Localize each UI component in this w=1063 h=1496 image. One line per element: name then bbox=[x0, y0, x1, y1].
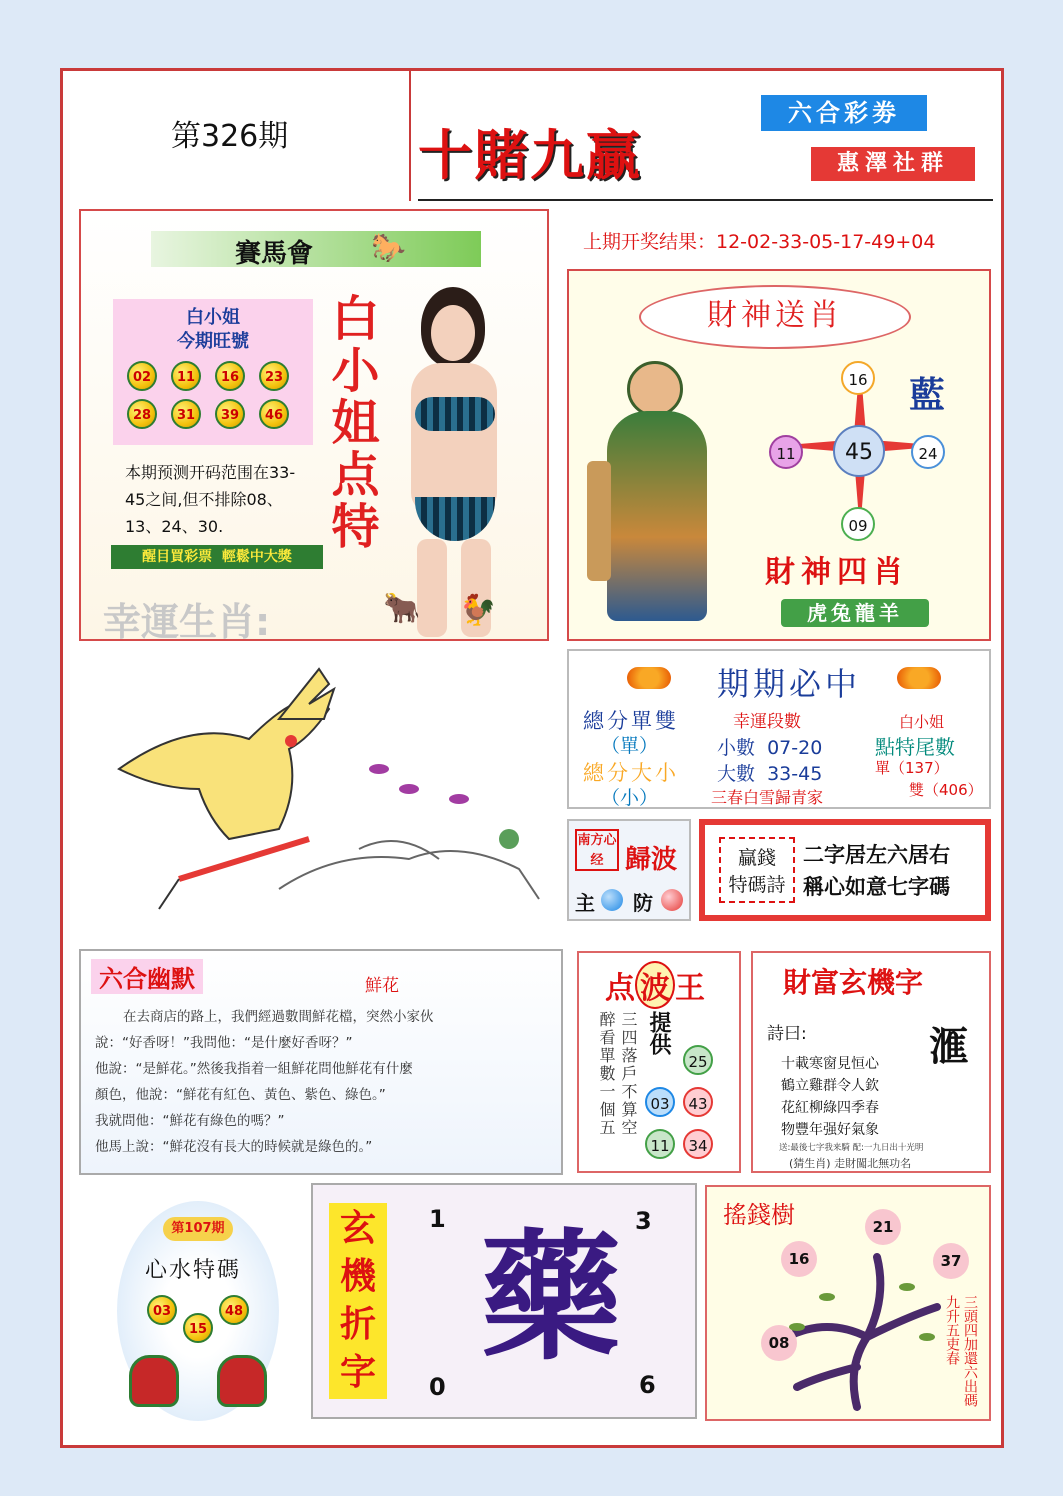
dianbo-ball: 03 bbox=[645, 1087, 675, 1117]
qiqi-panel bbox=[567, 649, 991, 809]
lucky-number-card bbox=[113, 299, 313, 445]
chaizi-char: 藥 bbox=[481, 1217, 622, 1380]
qiqi-m4: 三春白雪歸青家 bbox=[711, 788, 824, 807]
guibo-panel bbox=[567, 819, 691, 921]
four-zodiac-title: 財神四肖 bbox=[765, 555, 909, 590]
lucky-ball: 11 bbox=[171, 361, 201, 391]
lucky-ball: 46 bbox=[259, 399, 289, 429]
tree-title: 搖錢樹 bbox=[723, 1201, 795, 1229]
caishen-panel bbox=[567, 269, 991, 641]
lucky-ball: 16 bbox=[215, 361, 245, 391]
boxing-glove-icon-right bbox=[217, 1355, 267, 1407]
coin-icon-right bbox=[897, 667, 941, 689]
xinshui-badge: 第107期 bbox=[163, 1217, 233, 1241]
xinshui-ball: 03 bbox=[147, 1295, 177, 1325]
xinshui-ball: 48 bbox=[219, 1295, 249, 1325]
qiqi-m2: 小數 07-20 bbox=[717, 737, 823, 759]
guibo-title: 歸波 bbox=[625, 845, 678, 875]
chaizi-num-6: 6 bbox=[639, 1371, 656, 1399]
qiqi-r1: 白小姐 bbox=[899, 713, 945, 731]
caifu-note: 送:最後七字我来騎 配:一九日出十光明 bbox=[779, 1143, 924, 1153]
chaizi-label: 玄機折字 bbox=[329, 1203, 387, 1399]
boxing-glove-icon-left bbox=[129, 1355, 179, 1407]
slogan: 醒目買彩票 輕鬆中大獎 bbox=[111, 545, 323, 569]
caifu-title: 財富玄機字 bbox=[783, 966, 924, 999]
chaizi-num-1: 1 bbox=[429, 1205, 446, 1233]
qiqi-r2: 點特尾數 bbox=[875, 735, 955, 759]
header-divider bbox=[409, 71, 411, 201]
dianbo-ball: 11 bbox=[645, 1129, 675, 1159]
header-rule bbox=[418, 199, 993, 201]
lucky-ball: 02 bbox=[127, 361, 157, 391]
poem-label-1: 贏錢 bbox=[737, 847, 776, 869]
dianbo-ball: 25 bbox=[683, 1045, 713, 1075]
chaizi-num-0: 0 bbox=[429, 1373, 446, 1401]
lucky-card-title: 白小姐 bbox=[186, 307, 240, 328]
qiqi-r4: 雙（406） bbox=[909, 781, 983, 799]
qiqi-title: 期期必中 bbox=[717, 665, 862, 703]
tree-ball: 16 bbox=[781, 1241, 817, 1277]
compass-center-number: 45 bbox=[833, 425, 885, 477]
blue-ball-icon bbox=[601, 889, 623, 911]
humor-subtitle: 鮮花 bbox=[365, 976, 399, 996]
humor-line: 我就問他：“鮮花有綠色的嗎？” bbox=[95, 1113, 285, 1129]
xinshui-panel bbox=[99, 1187, 295, 1427]
caifu-panel bbox=[751, 951, 991, 1173]
qiqi-l1: 總分單雙 bbox=[583, 709, 679, 733]
bird-drawing bbox=[79, 649, 557, 939]
tree-panel bbox=[705, 1185, 991, 1421]
lucky-ball: 31 bbox=[171, 399, 201, 429]
page-frame bbox=[60, 68, 1004, 1448]
predict-text: 本期预测开码范围在33-45之间,但不排除08、13、24、30. bbox=[125, 463, 296, 536]
red-ball-icon bbox=[661, 889, 683, 911]
dianbo-ball: 34 bbox=[683, 1129, 713, 1159]
lucky-ball: 39 bbox=[215, 399, 245, 429]
lucky-ball: 23 bbox=[259, 361, 289, 391]
compass-top-number: 16 bbox=[841, 361, 875, 395]
horse-banner bbox=[151, 231, 481, 267]
poem-label-2: 特碼詩 bbox=[728, 874, 786, 896]
qiqi-l2: （單） bbox=[601, 735, 659, 757]
humor-line: 他說：“是鮮花。”然後我指着一組鮮花問他鮮花有什麼 bbox=[95, 1061, 413, 1077]
caifu-line: 物豐年强好氣象 bbox=[781, 1122, 879, 1138]
model-image bbox=[381, 277, 521, 637]
dianbo-title-b: 波 bbox=[635, 961, 675, 1009]
dianbo-col-1: 醉看單數一個五 bbox=[597, 1011, 616, 1137]
horse-panel bbox=[79, 209, 549, 644]
tree-ball: 08 bbox=[761, 1325, 797, 1361]
xinshui-ball: 15 bbox=[183, 1313, 213, 1343]
qiqi-m3: 大數 33-45 bbox=[717, 763, 823, 785]
caifu-poem-label: 詩曰: bbox=[767, 1024, 807, 1044]
horse-icon: 🐎 bbox=[371, 231, 406, 264]
compass-left-number: 11 bbox=[769, 435, 803, 469]
dianbo-title bbox=[605, 961, 705, 1009]
compass-bottom-number: 09 bbox=[841, 507, 875, 541]
tree-ball: 37 bbox=[933, 1243, 969, 1279]
guibo-main-label: 主 bbox=[575, 891, 595, 915]
lucky-ball: 28 bbox=[127, 399, 157, 429]
humor-panel bbox=[79, 949, 563, 1175]
badge-huize: 惠澤社群 bbox=[811, 147, 975, 181]
compass-right-number: 24 bbox=[911, 435, 945, 469]
dianbo-ball: 43 bbox=[683, 1087, 713, 1117]
ox-icon: 🐂 bbox=[383, 591, 421, 626]
caishen-figure bbox=[587, 341, 723, 631]
horse-banner-label: 賽馬會 bbox=[235, 239, 314, 269]
lucky-zodiac-label: 幸運生肖: bbox=[103, 600, 271, 644]
last-result: 上期开奖结果：12-02-33-05-17-49+04 bbox=[583, 231, 936, 253]
caishen-title: 財神送肖 bbox=[707, 298, 843, 333]
poem-line-1: 二字居左六居右 bbox=[803, 843, 950, 867]
qiqi-l4: （小） bbox=[601, 787, 659, 809]
humor-line: 顏色，他說：“鮮花有紅色、黃色、紫色、綠色。” bbox=[95, 1087, 386, 1103]
badge-liuhe: 六合彩劵 bbox=[761, 95, 927, 131]
xinshui-title: 心水特碼 bbox=[145, 1258, 242, 1283]
guibo-guard-label: 防 bbox=[633, 891, 653, 915]
guibo-badge: 南方心经 bbox=[575, 829, 619, 871]
tree-ball: 21 bbox=[865, 1209, 901, 1245]
chaizi-panel bbox=[311, 1183, 697, 1419]
rooster-icon: 🐓 bbox=[459, 593, 497, 628]
page-title: 十賭九贏 bbox=[418, 123, 642, 187]
dianbo-panel bbox=[577, 951, 741, 1173]
bird-illustration bbox=[79, 649, 557, 939]
dianbo-provide: 提供 bbox=[646, 1011, 671, 1055]
vertical-title: 白小姐点特 bbox=[323, 293, 379, 553]
humor-title: 六合幽默 bbox=[91, 959, 203, 994]
dianbo-title-a: 点 bbox=[605, 971, 635, 1006]
tree-side-text: 三頭四加還六出碼九升五吏春 bbox=[944, 1295, 978, 1407]
qiqi-l3: 總分大小 bbox=[583, 761, 679, 785]
humor-line: 他馬上說：“鮮花沒有長大的時候就是綠色的。” bbox=[95, 1139, 373, 1155]
four-zodiac-values: 虎兔龍羊 bbox=[781, 599, 929, 627]
dianbo-title-c: 王 bbox=[675, 971, 705, 1006]
caifu-line: 十載寒窗見恒心 bbox=[781, 1056, 879, 1072]
caifu-line: 鶴立雞群令人欽 bbox=[781, 1078, 879, 1094]
lucky-card-sub: 今期旺號 bbox=[177, 331, 249, 352]
dianbo-col-2: 三四落戶不算空 bbox=[619, 1011, 638, 1137]
qiqi-r3: 單（137） bbox=[875, 759, 949, 777]
coin-icon-left bbox=[627, 667, 671, 689]
caifu-big-char: 滙 bbox=[929, 1024, 969, 1070]
chaizi-num-3: 3 bbox=[635, 1207, 652, 1235]
issue-number: 第326期 bbox=[171, 119, 289, 154]
caifu-note-2: (猜生肖) 走財闖北無功名 bbox=[789, 1157, 912, 1170]
qiqi-m1: 幸運段數 bbox=[733, 712, 801, 732]
poem-panel bbox=[699, 819, 991, 921]
poem-label-box bbox=[719, 837, 795, 903]
caishen-title-oval bbox=[639, 285, 911, 349]
poem-line-2: 稱心如意七字碼 bbox=[803, 875, 950, 899]
color-word: 藍 bbox=[909, 375, 946, 416]
caifu-line: 花紅柳綠四季春 bbox=[781, 1100, 879, 1116]
humor-line: 說：“好香呀！”我問他：“是什麼好香呀？” bbox=[95, 1035, 353, 1051]
humor-line: 在去商店的路上，我們經過數間鮮花檔，突然小家伙 bbox=[123, 1009, 434, 1025]
